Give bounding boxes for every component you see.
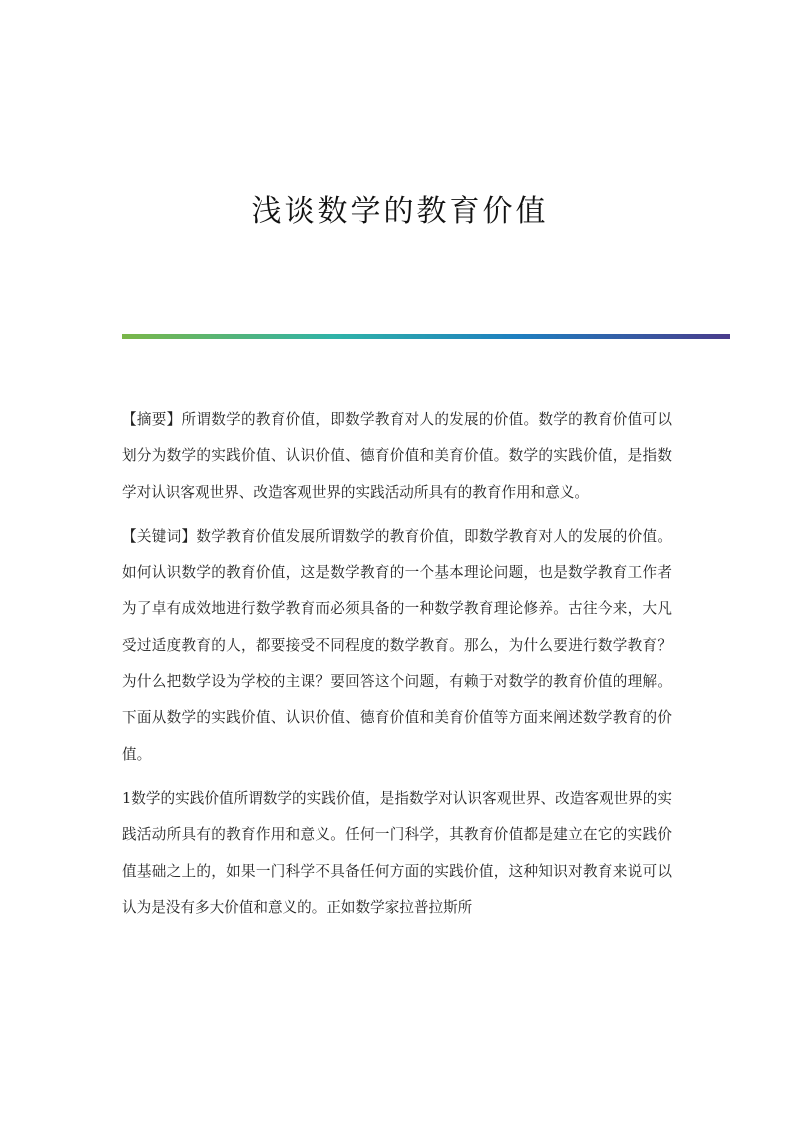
keywords-paragraph: 【关键词】数学教育价值发展所谓数学的教育价值，即数学教育对人的发展的价值。如何认识数学的教育价值，这是数学教育的一个基本理论问题，也是数学教育工作者为了卓有成效地进行数学教育而必须具备的一种数学教育理论修养。古往今来，大凡受过适度教育的人，都要接受不同程度的数学教育。那么，为什么要进行数学教育？为什么把数学设为学校的主课？要回答这个问题，有赖于对数学的教育价值的理解。下面从数学的实践价值、认识价值、德育价值和美育价值等方面来阐述数学教育的价值。 (122, 527, 672, 763)
document-body (122, 402, 672, 934)
title-divider (122, 334, 730, 339)
section-1-paragraph: 1数学的实践价值所谓数学的实践价值，是指数学对认识客观世界、改造客观世界的实践活动所具有的教育作用和意义。任何一门科学，其教育价值都是建立在它的实践价值基础之上的，如果一门科学不具备任何方面的实践价值，这种知识对教育来说可以认为是没有多大价值和意义的。正如数学家拉普拉斯所 (122, 789, 672, 916)
document-title: 浅谈数学的教育价值 (251, 194, 549, 229)
abstract-paragraph: 【摘要】所谓数学的教育价值，即数学教育对人的发展的价值。数学的教育价值可以划分为数学的实践价值、认识价值、德育价值和美育价值。数学的实践价值，是指数学对认识客观世界、改造客观世界的实践活动所具有的教育作用和意义。 (122, 411, 672, 501)
